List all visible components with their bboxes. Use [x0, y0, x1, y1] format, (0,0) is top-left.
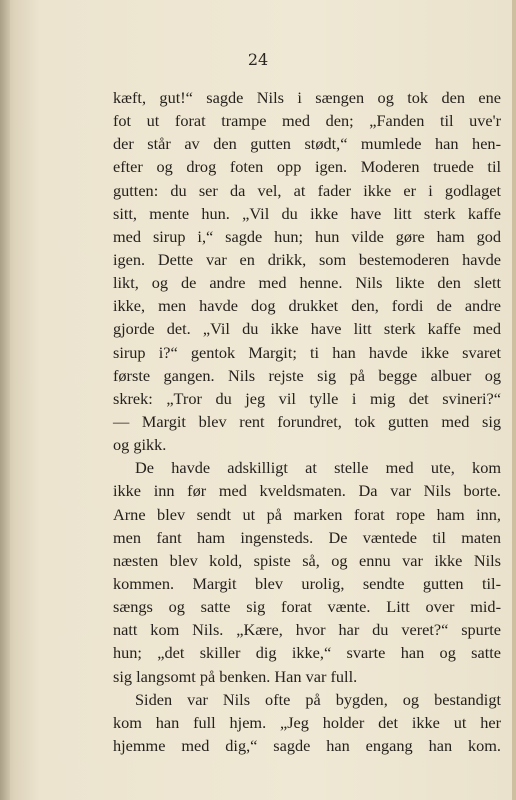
text-line: kæft, gut!“ sagde Nils i sængen og tok den ene: [113, 88, 501, 107]
text-line: ikke inn før med kveldsmaten. Da var Nils borte.: [113, 481, 501, 501]
text-line: Siden var Nils ofte på bygden, og bestandigt: [135, 689, 501, 709]
page-edge: [512, 0, 516, 800]
text-line: kom han full hjem. „Jeg holder det ikke ut her: [113, 712, 501, 732]
text-line: — Margit blev rent forundret, tok gutten med sig: [113, 411, 501, 431]
text-line: igen. Dette var en drikk, som bestemoderen havde: [113, 249, 501, 269]
text-line: natt kom Nils. „Kære, hvor har du veret?“ spurte: [113, 620, 501, 640]
text-line: hun; „det skiller dig ikke,“ svarte han og satte: [113, 643, 501, 663]
text-line: Arne blev sendt ut på marken forat rope ham inn,: [113, 504, 501, 524]
text-line: og gikk.: [113, 435, 167, 455]
text-line: fot ut forat trampe med den; „Fanden til uve'r: [113, 111, 501, 131]
text-line: ikke, men havde dog drukket den, fordi de andre: [113, 296, 501, 316]
text-line: skrek: „Tror du jeg vil tylle i mig det svineri?“: [113, 388, 501, 408]
text-line: De havde adskilligt at stelle med ute, kom: [135, 458, 501, 478]
text-line: kommen. Margit blev urolig, sendte gutten til-: [113, 573, 501, 593]
text-line: hjemme med dig,“ sagde han engang han kom.: [113, 735, 501, 755]
text-line: sængs og satte sig forat vænte. Litt over mid-: [113, 597, 501, 617]
text-line: næsten blev kold, spiste så, og ennu var ikke Nils: [113, 550, 501, 570]
text-line: men fant ham ingensteds. De væntede til maten: [113, 527, 501, 547]
page-number: 24: [247, 50, 269, 69]
text-line: med sirup i,“ sagde hun; hun vilde gøre ham god: [113, 226, 501, 246]
page-gutter: [0, 0, 10, 800]
text-line: sig langsomt på benken. Han var full.: [113, 666, 358, 686]
text-line: efter og drog foten opp igen. Moderen truede til: [113, 157, 501, 177]
body-text: [113, 86, 501, 757]
text-line: gutten: du ser da vel, at fader ikke er i godlaget: [113, 180, 501, 200]
text-line: første gangen. Nils rejste sig på begge albuer og: [113, 365, 501, 385]
text-line: sirup i?“ gentok Margit; ti han havde ikke svaret: [113, 342, 501, 362]
text-line: gjorde det. „Vil du ikke have litt sterk kaffe med: [113, 319, 501, 339]
text-line: sitt, mente hun. „Vil du ikke have litt sterk kaffe: [113, 203, 501, 223]
text-line: likt, og de andre med henne. Nils likte den slett: [113, 273, 501, 293]
text-line: der står av den gutten stødt,“ mumlede han hen-: [113, 134, 501, 154]
